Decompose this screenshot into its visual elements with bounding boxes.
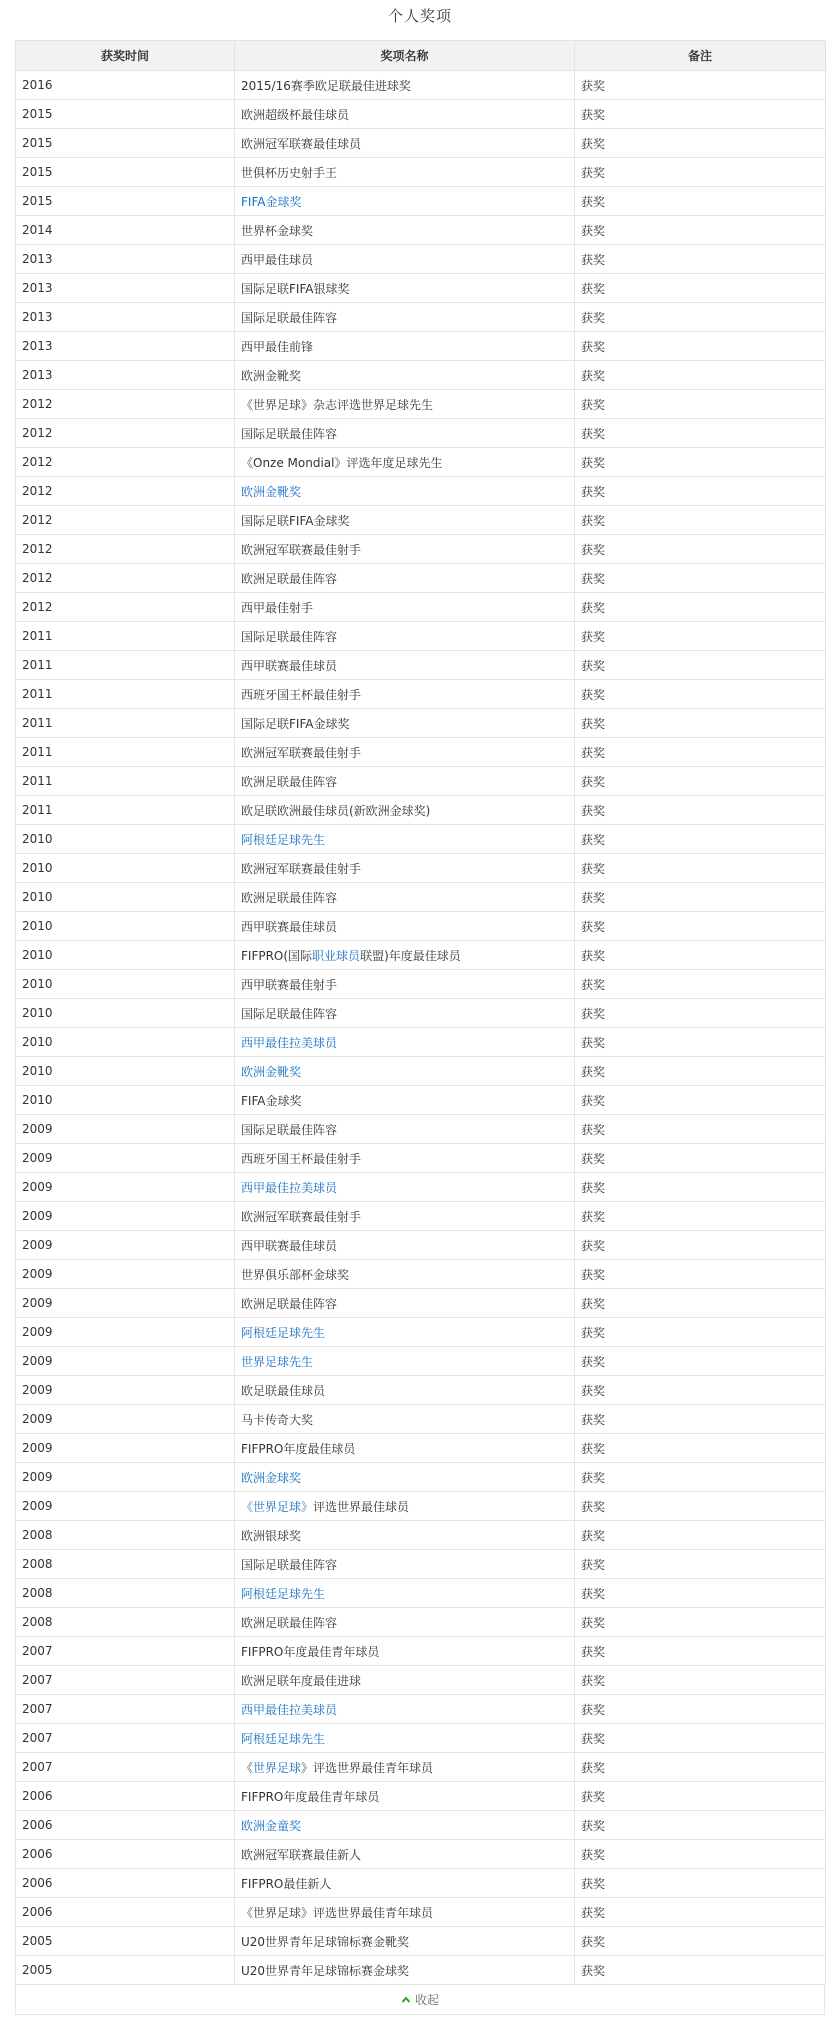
award-name-link[interactable]: 西甲最佳拉美球员 — [235, 1173, 575, 1202]
award-note: 获奖 — [575, 448, 826, 477]
award-year: 2008 — [16, 1521, 235, 1550]
award-name: 欧洲足联最佳阵容 — [235, 1289, 575, 1318]
award-note: 获奖 — [575, 1956, 826, 1985]
award-note: 获奖 — [575, 1695, 826, 1724]
award-name: 欧洲足联最佳阵容 — [235, 883, 575, 912]
award-year: 2009 — [16, 1318, 235, 1347]
award-note: 获奖 — [575, 332, 826, 361]
award-year: 2008 — [16, 1579, 235, 1608]
award-note: 获奖 — [575, 1202, 826, 1231]
award-note: 获奖 — [575, 361, 826, 390]
award-name: 西甲最佳前锋 — [235, 332, 575, 361]
award-year: 2009 — [16, 1289, 235, 1318]
award-year: 2009 — [16, 1202, 235, 1231]
table-row — [16, 187, 826, 216]
table-row — [16, 71, 826, 100]
award-name: FIFPRO年度最佳青年球员 — [235, 1782, 575, 1811]
award-note: 获奖 — [575, 1550, 826, 1579]
table-row — [16, 1231, 826, 1260]
award-note: 获奖 — [575, 1086, 826, 1115]
award-note: 获奖 — [575, 506, 826, 535]
award-note: 获奖 — [575, 854, 826, 883]
award-note: 获奖 — [575, 1260, 826, 1289]
award-name[interactable]: 《世界足球》评选世界最佳球员 — [235, 1492, 575, 1521]
award-name-link[interactable]: 阿根廷足球先生 — [235, 1724, 575, 1753]
table-row — [16, 100, 826, 129]
award-note: 获奖 — [575, 100, 826, 129]
award-note: 获奖 — [575, 535, 826, 564]
award-year: 2009 — [16, 1405, 235, 1434]
table-row — [16, 651, 826, 680]
award-year: 2008 — [16, 1608, 235, 1637]
award-name: 欧洲冠军联赛最佳射手 — [235, 854, 575, 883]
award-note: 获奖 — [575, 1434, 826, 1463]
award-note: 获奖 — [575, 1724, 826, 1753]
table-row — [16, 1202, 826, 1231]
table-row — [16, 1115, 826, 1144]
award-note: 获奖 — [575, 912, 826, 941]
award-year: 2012 — [16, 506, 235, 535]
award-year: 2012 — [16, 593, 235, 622]
table-row — [16, 1550, 826, 1579]
award-rows — [16, 71, 826, 1985]
award-note: 获奖 — [575, 419, 826, 448]
table-row — [16, 999, 826, 1028]
award-note: 获奖 — [575, 390, 826, 419]
award-name-link[interactable]: 世界足球先生 — [235, 1347, 575, 1376]
award-year: 2015 — [16, 187, 235, 216]
table-row — [16, 738, 826, 767]
table-row — [16, 332, 826, 361]
table-row — [16, 709, 826, 738]
table-row — [16, 1869, 826, 1898]
award-year: 2011 — [16, 622, 235, 651]
award-name: 国际足联最佳阵容 — [235, 303, 575, 332]
award-name: 国际足联FIFA金球奖 — [235, 709, 575, 738]
award-note: 获奖 — [575, 1347, 826, 1376]
award-name[interactable]: 《世界足球》评选世界最佳青年球员 — [235, 1753, 575, 1782]
table-row — [16, 361, 826, 390]
table-row — [16, 419, 826, 448]
table-row — [16, 1724, 826, 1753]
award-note: 获奖 — [575, 1782, 826, 1811]
table-row — [16, 1753, 826, 1782]
award-note: 获奖 — [575, 999, 826, 1028]
award-name-link[interactable]: 欧洲金球奖 — [235, 1463, 575, 1492]
inline-link[interactable]: 世界足球 — [253, 1760, 302, 1775]
award-note: 获奖 — [575, 680, 826, 709]
award-note: 获奖 — [575, 1173, 826, 1202]
award-note: 获奖 — [575, 1492, 826, 1521]
award-year: 2011 — [16, 767, 235, 796]
award-name-link[interactable]: 西甲最佳拉美球员 — [235, 1028, 575, 1057]
award-note: 获奖 — [575, 216, 826, 245]
award-year: 2006 — [16, 1782, 235, 1811]
award-note: 获奖 — [575, 767, 826, 796]
award-name: 西甲联赛最佳球员 — [235, 912, 575, 941]
award-note: 获奖 — [575, 129, 826, 158]
table-row — [16, 1666, 826, 1695]
award-name: 马卡传奇大奖 — [235, 1405, 575, 1434]
award-note: 获奖 — [575, 1637, 826, 1666]
table-row — [16, 854, 826, 883]
award-name: 欧洲冠军联赛最佳射手 — [235, 535, 575, 564]
award-note: 获奖 — [575, 622, 826, 651]
award-year: 2012 — [16, 477, 235, 506]
award-year: 2012 — [16, 390, 235, 419]
award-year: 2009 — [16, 1231, 235, 1260]
awards-table-container — [15, 40, 825, 2015]
award-year: 2015 — [16, 158, 235, 187]
table-row — [16, 245, 826, 274]
award-year: 2005 — [16, 1956, 235, 1985]
award-name: 国际足联FIFA金球奖 — [235, 506, 575, 535]
table-row — [16, 1347, 826, 1376]
award-name: U20世界青年足球锦标赛金球奖 — [235, 1956, 575, 1985]
award-note: 获奖 — [575, 1318, 826, 1347]
award-year: 2009 — [16, 1260, 235, 1289]
award-year: 2007 — [16, 1695, 235, 1724]
award-year: 2006 — [16, 1811, 235, 1840]
award-name: FIFA金球奖 — [235, 1086, 575, 1115]
award-note: 获奖 — [575, 1115, 826, 1144]
award-name: 《世界足球》评选世界最佳青年球员 — [235, 1898, 575, 1927]
table-row — [16, 1144, 826, 1173]
award-year: 2006 — [16, 1898, 235, 1927]
award-name-link[interactable]: 欧洲金靴奖 — [235, 1057, 575, 1086]
award-name: 欧洲冠军联赛最佳射手 — [235, 738, 575, 767]
award-note: 获奖 — [575, 825, 826, 854]
table-row — [16, 825, 826, 854]
award-year: 2015 — [16, 129, 235, 158]
page-title: 个人奖项 — [387, 7, 452, 25]
award-year: 2009 — [16, 1173, 235, 1202]
award-year: 2009 — [16, 1144, 235, 1173]
award-year: 2011 — [16, 680, 235, 709]
award-name: U20世界青年足球锦标赛金靴奖 — [235, 1927, 575, 1956]
award-year: 2009 — [16, 1115, 235, 1144]
table-row — [16, 912, 826, 941]
collapse-button[interactable] — [15, 1985, 825, 2015]
award-note: 获奖 — [575, 245, 826, 274]
award-name: FIFPRO年度最佳青年球员 — [235, 1637, 575, 1666]
table-row — [16, 448, 826, 477]
table-header-row — [16, 41, 826, 71]
award-year: 2010 — [16, 854, 235, 883]
table-row — [16, 1637, 826, 1666]
award-name: 《世界足球》杂志评选世界足球先生 — [235, 390, 575, 419]
award-name: 国际足联最佳阵容 — [235, 622, 575, 651]
table-row — [16, 158, 826, 187]
award-name: FIFPRO最佳新人 — [235, 1869, 575, 1898]
award-name: FIFPRO年度最佳球员 — [235, 1434, 575, 1463]
award-name: 欧洲冠军联赛最佳新人 — [235, 1840, 575, 1869]
award-year: 2012 — [16, 448, 235, 477]
award-note: 获奖 — [575, 709, 826, 738]
table-row — [16, 622, 826, 651]
award-name: 2015/16赛季欧足联最佳进球奖 — [235, 71, 575, 100]
award-year: 2009 — [16, 1347, 235, 1376]
award-name: 西甲联赛最佳球员 — [235, 1231, 575, 1260]
table-row — [16, 883, 826, 912]
award-name: 欧洲足联最佳阵容 — [235, 1608, 575, 1637]
award-name: 世界俱乐部杯金球奖 — [235, 1260, 575, 1289]
table-row — [16, 593, 826, 622]
table-row — [16, 1956, 826, 1985]
table-row — [16, 1173, 826, 1202]
award-name: 西甲联赛最佳射手 — [235, 970, 575, 999]
award-note: 获奖 — [575, 796, 826, 825]
award-note: 获奖 — [575, 941, 826, 970]
award-name: 欧洲足联年度最佳进球 — [235, 1666, 575, 1695]
column-header-year: 获奖时间 — [16, 41, 235, 71]
table-row — [16, 129, 826, 158]
award-note: 获奖 — [575, 883, 826, 912]
award-year: 2016 — [16, 71, 235, 100]
award-note: 获奖 — [575, 71, 826, 100]
award-note: 获奖 — [575, 1405, 826, 1434]
table-row — [16, 535, 826, 564]
award-note: 获奖 — [575, 1608, 826, 1637]
award-name: 欧洲冠军联赛最佳射手 — [235, 1202, 575, 1231]
award-year: 2007 — [16, 1666, 235, 1695]
table-row — [16, 1086, 826, 1115]
collapse-label: 收起 — [414, 1993, 439, 2007]
award-name-link[interactable]: 阿根廷足球先生 — [235, 1579, 575, 1608]
award-year: 2006 — [16, 1840, 235, 1869]
award-note: 获奖 — [575, 1666, 826, 1695]
award-name-link[interactable]: 西甲最佳拉美球员 — [235, 1695, 575, 1724]
award-name: 欧洲足联最佳阵容 — [235, 767, 575, 796]
award-year: 2013 — [16, 361, 235, 390]
table-row — [16, 506, 826, 535]
award-year: 2009 — [16, 1492, 235, 1521]
award-note: 获奖 — [575, 1057, 826, 1086]
award-year: 2013 — [16, 303, 235, 332]
award-note: 获奖 — [575, 970, 826, 999]
award-year: 2013 — [16, 274, 235, 303]
award-year: 2010 — [16, 1028, 235, 1057]
award-year: 2009 — [16, 1463, 235, 1492]
award-year: 2010 — [16, 883, 235, 912]
award-year: 2006 — [16, 1869, 235, 1898]
table-row — [16, 216, 826, 245]
award-year: 2013 — [16, 332, 235, 361]
award-note: 获奖 — [575, 1898, 826, 1927]
award-note: 获奖 — [575, 1753, 826, 1782]
table-row — [16, 1608, 826, 1637]
award-note: 获奖 — [575, 274, 826, 303]
table-row — [16, 477, 826, 506]
award-name: 国际足联最佳阵容 — [235, 1550, 575, 1579]
table-row — [16, 1405, 826, 1434]
award-name[interactable]: FIFPRO(国际职业球员联盟)年度最佳球员 — [235, 941, 575, 970]
table-row — [16, 1782, 826, 1811]
award-year: 2009 — [16, 1434, 235, 1463]
award-note: 获奖 — [575, 477, 826, 506]
award-name: 国际足联FIFA银球奖 — [235, 274, 575, 303]
award-note: 获奖 — [575, 1289, 826, 1318]
award-year: 2010 — [16, 1057, 235, 1086]
table-row — [16, 1521, 826, 1550]
award-name: 国际足联最佳阵容 — [235, 419, 575, 448]
table-row — [16, 1376, 826, 1405]
table-row — [16, 1840, 826, 1869]
award-year: 2007 — [16, 1724, 235, 1753]
award-note: 获奖 — [575, 1521, 826, 1550]
award-name-link[interactable]: 阿根廷足球先生 — [235, 825, 575, 854]
award-year: 2012 — [16, 535, 235, 564]
award-note: 获奖 — [575, 187, 826, 216]
award-name: 欧足联欧洲最佳球员(新欧洲金球奖) — [235, 796, 575, 825]
award-name: 欧足联最佳球员 — [235, 1376, 575, 1405]
award-name: 国际足联最佳阵容 — [235, 999, 575, 1028]
chevron-up-icon — [401, 1995, 411, 2005]
award-year: 2008 — [16, 1550, 235, 1579]
awards-table — [15, 40, 826, 1985]
award-year: 2011 — [16, 709, 235, 738]
award-note: 获奖 — [575, 1028, 826, 1057]
award-name: 国际足联最佳阵容 — [235, 1115, 575, 1144]
award-name: 西甲联赛最佳球员 — [235, 651, 575, 680]
award-name: 欧洲金靴奖 — [235, 361, 575, 390]
table-row — [16, 1028, 826, 1057]
table-row — [16, 1579, 826, 1608]
award-note: 获奖 — [575, 564, 826, 593]
table-row — [16, 564, 826, 593]
award-note: 获奖 — [575, 1231, 826, 1260]
award-note: 获奖 — [575, 1869, 826, 1898]
column-header-award: 奖项名称 — [235, 41, 575, 71]
award-note: 获奖 — [575, 158, 826, 187]
table-row — [16, 1318, 826, 1347]
award-year: 2009 — [16, 1376, 235, 1405]
award-year: 2005 — [16, 1927, 235, 1956]
table-row — [16, 1434, 826, 1463]
award-note: 获奖 — [575, 738, 826, 767]
award-year: 2015 — [16, 100, 235, 129]
award-name: 世俱杯历史射手王 — [235, 158, 575, 187]
table-row — [16, 941, 826, 970]
award-name-link[interactable]: FIFA金球奖 — [235, 187, 575, 216]
award-year: 2010 — [16, 1086, 235, 1115]
award-name: 欧洲超级杯最佳球员 — [235, 100, 575, 129]
award-name-link[interactable]: 欧洲金童奖 — [235, 1811, 575, 1840]
award-note: 获奖 — [575, 651, 826, 680]
table-row — [16, 767, 826, 796]
award-year: 2011 — [16, 651, 235, 680]
award-note: 获奖 — [575, 1811, 826, 1840]
award-note: 获奖 — [575, 1579, 826, 1608]
award-note: 获奖 — [575, 593, 826, 622]
award-year: 2012 — [16, 564, 235, 593]
table-row — [16, 303, 826, 332]
award-year: 2010 — [16, 970, 235, 999]
table-row — [16, 1492, 826, 1521]
table-row — [16, 1927, 826, 1956]
award-name-link[interactable]: 欧洲金靴奖 — [235, 477, 575, 506]
inline-link[interactable]: 《世界足球》 — [241, 1499, 314, 1514]
award-year: 2014 — [16, 216, 235, 245]
award-name: 《Onze Mondial》评选年度足球先生 — [235, 448, 575, 477]
table-row — [16, 1289, 826, 1318]
table-row — [16, 1898, 826, 1927]
table-row — [16, 1695, 826, 1724]
award-year: 2010 — [16, 912, 235, 941]
award-name: 西甲最佳球员 — [235, 245, 575, 274]
table-row — [16, 1057, 826, 1086]
award-name: 世界杯金球奖 — [235, 216, 575, 245]
award-year: 2010 — [16, 941, 235, 970]
award-note: 获奖 — [575, 1927, 826, 1956]
table-row — [16, 796, 826, 825]
table-row — [16, 680, 826, 709]
table-row — [16, 390, 826, 419]
award-note: 获奖 — [575, 1463, 826, 1492]
table-row — [16, 274, 826, 303]
table-row — [16, 1463, 826, 1492]
award-year: 2011 — [16, 796, 235, 825]
award-year: 2007 — [16, 1753, 235, 1782]
award-year: 2012 — [16, 419, 235, 448]
award-name: 西班牙国王杯最佳射手 — [235, 680, 575, 709]
award-year: 2010 — [16, 825, 235, 854]
award-name: 西班牙国王杯最佳射手 — [235, 1144, 575, 1173]
table-row — [16, 1811, 826, 1840]
award-note: 获奖 — [575, 1376, 826, 1405]
award-name: 欧洲足联最佳阵容 — [235, 564, 575, 593]
award-name: 西甲最佳射手 — [235, 593, 575, 622]
column-header-note: 备注 — [575, 41, 826, 71]
award-name: 欧洲冠军联赛最佳球员 — [235, 129, 575, 158]
inline-link[interactable]: 职业球员 — [312, 948, 361, 963]
award-note: 获奖 — [575, 303, 826, 332]
award-year: 2007 — [16, 1637, 235, 1666]
award-name-link[interactable]: 阿根廷足球先生 — [235, 1318, 575, 1347]
award-year: 2011 — [16, 738, 235, 767]
award-name: 欧洲银球奖 — [235, 1521, 575, 1550]
award-year: 2010 — [16, 999, 235, 1028]
award-note: 获奖 — [575, 1840, 826, 1869]
award-note: 获奖 — [575, 1144, 826, 1173]
table-row — [16, 970, 826, 999]
table-row — [16, 1260, 826, 1289]
award-year: 2013 — [16, 245, 235, 274]
